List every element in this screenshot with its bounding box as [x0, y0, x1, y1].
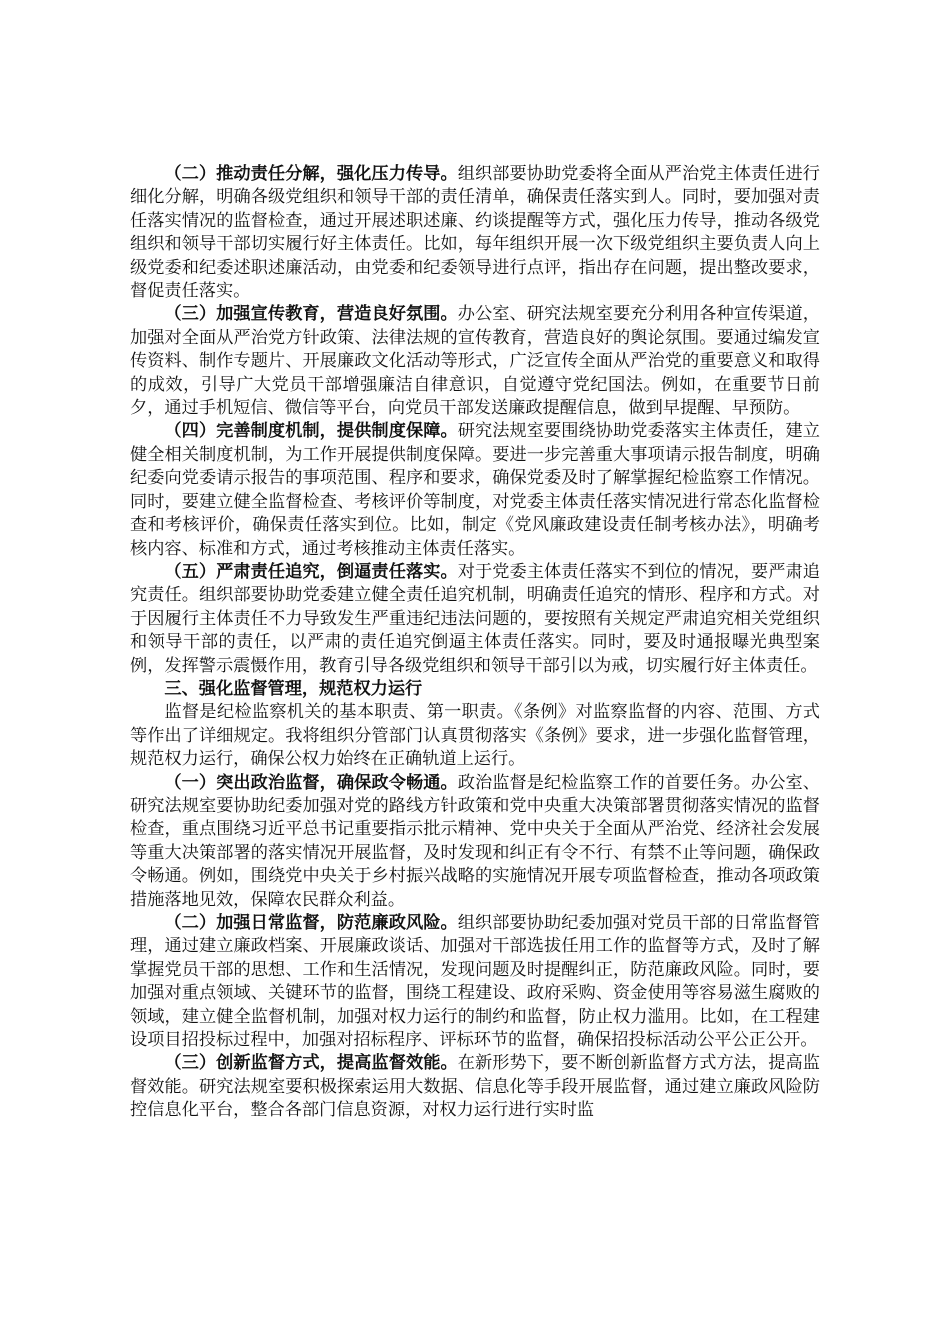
section-heading: 三、强化监督管理，规范权力运行 — [164, 678, 423, 699]
paragraph-text: 研究法规室要围绕协助党委落实主体责任，建立健全相关制度机制，为工作开展提供制度保障。要进一步完善重大事项请示报告制度，明确纪委向党委请示报告的事项范围、程序和要求，确保党委及时了解掌握纪检监察工作情况。同时，要建立健全监督检查、考核评价等制度，对党委主体责任落实情况进行常态化监督检查和考核评价，确保责任落实到位。比如，制定《党风廉政建设责任制考核办法》，明确考核内容、标准和方式，通过考核推动主体责任落实。 — [130, 421, 820, 559]
paragraph-heading: （五）严肃责任追究，倒逼责任落实。 — [164, 561, 458, 582]
paragraph-text: 在新形势下，要不断创新监督方式方法，提高监督效能。研究法规室要积极探索运用大数据、信息化等手段开展监督，通过建立廉政风险防控信息化平台，整合各部门信息资源，对权力运行进行实时监 — [130, 1053, 820, 1121]
paragraph-heading: （四）完善制度机制，提供制度保障。 — [164, 421, 458, 442]
section-heading-supervision — [130, 678, 820, 701]
paragraph-responsibility-breakdown — [130, 163, 820, 303]
paragraph-text: 监督是纪检监察机关的基本职责、第一职责。《条例》对监察监督的内容、范围、方式等作出了详细规定。我将组织分管部门认真贯彻落实《条例》要求，进一步强化监督管理，规范权力运行，确保公权力始终在正确轨道上运行。 — [130, 702, 820, 770]
paragraph-text: 办公室、研究法规室要充分利用各种宣传渠道，加强对全面从严治党方针政策、法律法规的宣传教育，营造良好的舆论氛围。要通过编发宣传资料、制作专题片、开展廉政文化活动等形式，广泛宣传全面从严治党的重要意义和取得的成效，引导广大党员干部增强廉洁自律意识，自觉遵守党纪国法。例如，在重要节日前夕，通过手机短信、微信等平台，向党员干部发送廉政提醒信息，做到早提醒、早预防。 — [130, 304, 820, 419]
paragraph-text: 对于党委主体责任落实不到位的情况，要严肃追究责任。组织部要协助党委建立健全责任追究机制，明确责任追究的情形、程序和方式。对于因履行主体责任不力导致发生严重违纪违法问题的，要按照有关规定严肃追究相关党组织和领导干部的责任，以严肃的责任追究倒逼主体责任落实。同时，要及时通报曝光典型案例，发挥警示震慑作用，教育引导各级党组织和领导干部引以为戒，切实履行好主体责任。 — [130, 561, 820, 676]
paragraph-daily-supervision — [130, 912, 820, 1052]
paragraph-text: 组织部要协助党委将全面从严治党主体责任进行细化分解，明确各级党组织和领导干部的责任清单，确保责任落实到人。同时，要加强对责任落实情况的监督检查，通过开展述职述廉、约谈提醒等方式，强化压力传导，推动各级党组织和领导干部切实履行好主体责任。比如，每年组织开展一次下级党组织主要负责人向上级党委和纪委述职述廉活动，由党委和纪委领导进行点评，指出存在问题，提出整改要求，督促责任落实。 — [130, 164, 820, 302]
paragraph-heading: （三）创新监督方式，提高监督效能。 — [164, 1053, 458, 1074]
paragraph-heading: （二）推动责任分解，强化压力传导。 — [164, 164, 458, 184]
paragraph-innovative-supervision — [130, 1052, 820, 1122]
paragraph-system-mechanism — [130, 420, 820, 560]
paragraph-text: 组织部要协助纪委加强对党员干部的日常监督管理，通过建立廉政档案、开展廉政谈话、加强对干部选拔任用工作的监督等方式，及时了解掌握党员干部的思想、工作和生活情况，发现问题及时提醒纠正，防范廉政风险。同时，要加强对重点领域、关键环节的监督，围绕工程建设、政府采购、资金使用等容易滋生腐败的领域，建立健全监督机制，加强对权力运行的制约和监督，防止权力滥用。比如，在工程建设项目招投标过程中，加强对招标程序、评标环节的监督，确保招投标活动公平公正公开。 — [130, 913, 820, 1051]
paragraph-publicity-education — [130, 303, 820, 420]
paragraph-supervision-intro — [130, 701, 820, 771]
paragraph-heading: （三）加强宣传教育，营造良好氛围。 — [164, 304, 458, 325]
paragraph-heading: （二）加强日常监督，防范廉政风险。 — [164, 913, 458, 933]
paragraph-political-supervision — [130, 772, 820, 912]
document-body — [130, 163, 820, 1123]
paragraph-heading: （一）突出政治监督，确保政令畅通。 — [164, 772, 458, 793]
paragraph-accountability — [130, 561, 820, 678]
paragraph-text: 政治监督是纪检监察工作的首要任务。办公室、研究法规室要协助纪委加强对党的路线方针政策和党中央重大决策部署贯彻落实情况的监督检查，重点围绕习近平总书记重要指示批示精神、党中央关于全面从严治党、经济社会发展等重大决策部署的落实情况开展监督，及时发现和纠正有令不行、有禁不止等问题，确保政令畅通。例如，围绕党中央关于乡村振兴战略的实施情况开展专项监督检查，推动各项政策措施落地见效，保障农民群众利益。 — [130, 772, 820, 910]
